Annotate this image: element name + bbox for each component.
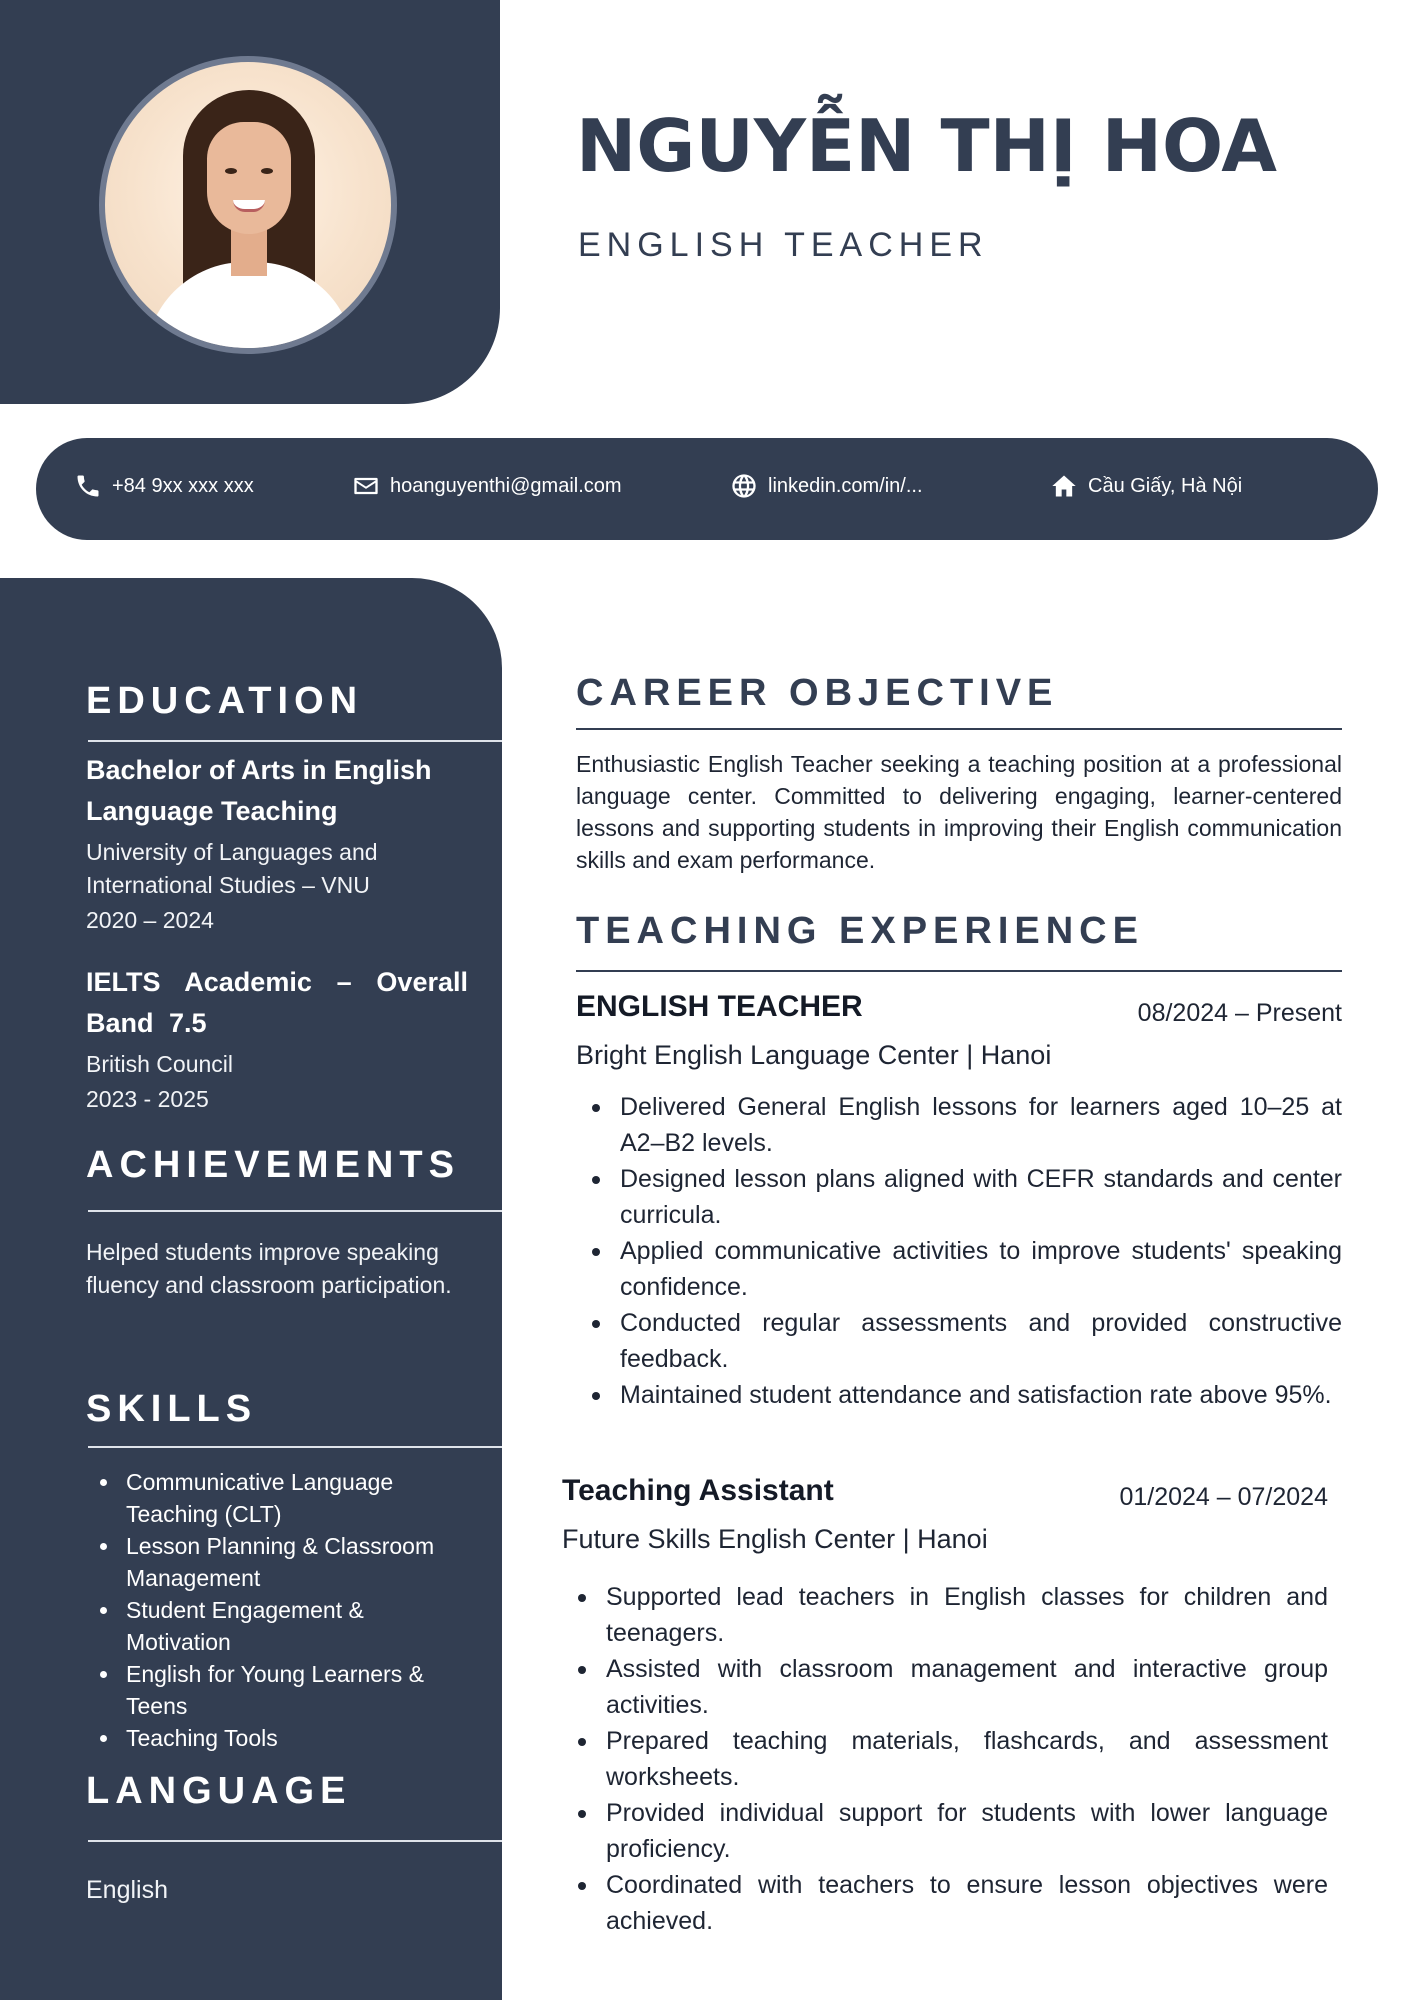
job-responsibilities [562, 1579, 1328, 1939]
home-icon [1050, 472, 1078, 500]
linkedin-text: linkedin.com/in/... [768, 474, 923, 497]
skills-heading: SKILLS [86, 1388, 258, 1430]
skill-item: Student Engagement & Motivation [100, 1594, 470, 1658]
skill-item: Teaching Tools [100, 1722, 470, 1754]
job-organization: Future Skills English Center | Hanoi [562, 1524, 988, 1554]
experience-divider [576, 970, 1342, 972]
education-years: 2020 – 2024 [86, 907, 214, 933]
avatar-frame [99, 56, 397, 354]
phone-text: +84 9xx xxx xxx [112, 474, 254, 497]
list-item: Designed lesson plans aligned with CEFR standards and center curricula. [576, 1161, 1342, 1233]
contact-email[interactable] [352, 472, 622, 500]
objective-divider [576, 728, 1342, 730]
job-organization: Bright English Language Center | Hanoi [576, 1040, 1052, 1070]
experience-heading: TEACHING EXPERIENCE [576, 910, 1144, 952]
phone-icon [74, 472, 102, 500]
envelope-icon [352, 472, 380, 500]
skills-list [100, 1466, 470, 1754]
job-title-header: ENGLISH TEACHER [578, 226, 989, 264]
photo-panel [0, 0, 500, 404]
list-item: Delivered General English lessons for learners aged 10–25 at A2–B2 levels. [576, 1089, 1342, 1161]
objective-heading: CAREER OBJECTIVE [576, 672, 1059, 714]
list-item: Maintained student attendance and satisfaction rate above 95%. [576, 1377, 1342, 1413]
certificate-years: 2023 - 2025 [86, 1086, 209, 1112]
sidebar [0, 578, 502, 2000]
list-item: Conducted regular assessments and provided constructive feedback. [576, 1305, 1342, 1377]
skill-item: English for Young Learners & Teens [100, 1658, 470, 1722]
avatar [105, 62, 391, 348]
job-title: Teaching Assistant [562, 1474, 834, 1507]
education-school: University of Languages and International Studies – VNU [86, 839, 378, 898]
skills-divider [88, 1446, 502, 1448]
skill-item: Communicative Language Teaching (CLT) [100, 1466, 470, 1530]
list-item: Prepared teaching materials, flashcards, and assessment worksheets. [562, 1723, 1328, 1795]
language-divider [88, 1840, 502, 1842]
language-heading: LANGUAGE [86, 1770, 352, 1812]
certificate-issuer: British Council [86, 1051, 233, 1077]
page-title: NGUYỄN THỊ HOA [576, 104, 1277, 188]
education-divider [88, 740, 502, 742]
achievements-divider [88, 1210, 502, 1212]
education-heading: EDUCATION [86, 680, 364, 722]
education-certificate: IELTS Academic – Overall Band 7.5 [86, 967, 468, 1038]
list-item: Supported lead teachers in English classes for children and teenagers. [562, 1579, 1328, 1651]
contact-phone[interactable] [74, 472, 254, 500]
job-dates: 01/2024 – 07/2024 [1119, 1483, 1328, 1511]
contact-linkedin[interactable] [730, 472, 923, 500]
language-item: English [86, 1876, 168, 1904]
list-item: Assisted with classroom management and interactive group activities. [562, 1651, 1328, 1723]
contact-bar [36, 438, 1378, 540]
skill-item: Lesson Planning & Classroom Management [100, 1530, 470, 1594]
education-degree: Bachelor of Arts in English Language Teaching [86, 755, 432, 826]
list-item: Coordinated with teachers to ensure lesson objectives were achieved. [562, 1867, 1328, 1939]
list-item: Provided individual support for students with lower language proficiency. [562, 1795, 1328, 1867]
job-dates: 08/2024 – Present [1137, 999, 1342, 1027]
job-responsibilities [576, 1089, 1342, 1413]
list-item: Applied communicative activities to improve students' speaking confidence. [576, 1233, 1342, 1305]
globe-icon [730, 472, 758, 500]
address-text: Cầu Giấy, Hà Nội [1088, 474, 1243, 497]
achievements-text: Helped students improve speaking fluency and classroom participation. [86, 1239, 452, 1298]
contact-address [1050, 472, 1242, 500]
achievements-heading: ACHIEVEMENTS [86, 1144, 460, 1186]
objective-text: Enthusiastic English Teacher seeking a teaching position at a professional language center. Committed to delivering engaging, learner-centered lessons and supporting students in improving their English communication skills and exam performance. [576, 751, 1342, 873]
email-text: hoanguyenthi@gmail.com [390, 474, 622, 497]
job-title: ENGLISH TEACHER [576, 990, 863, 1023]
